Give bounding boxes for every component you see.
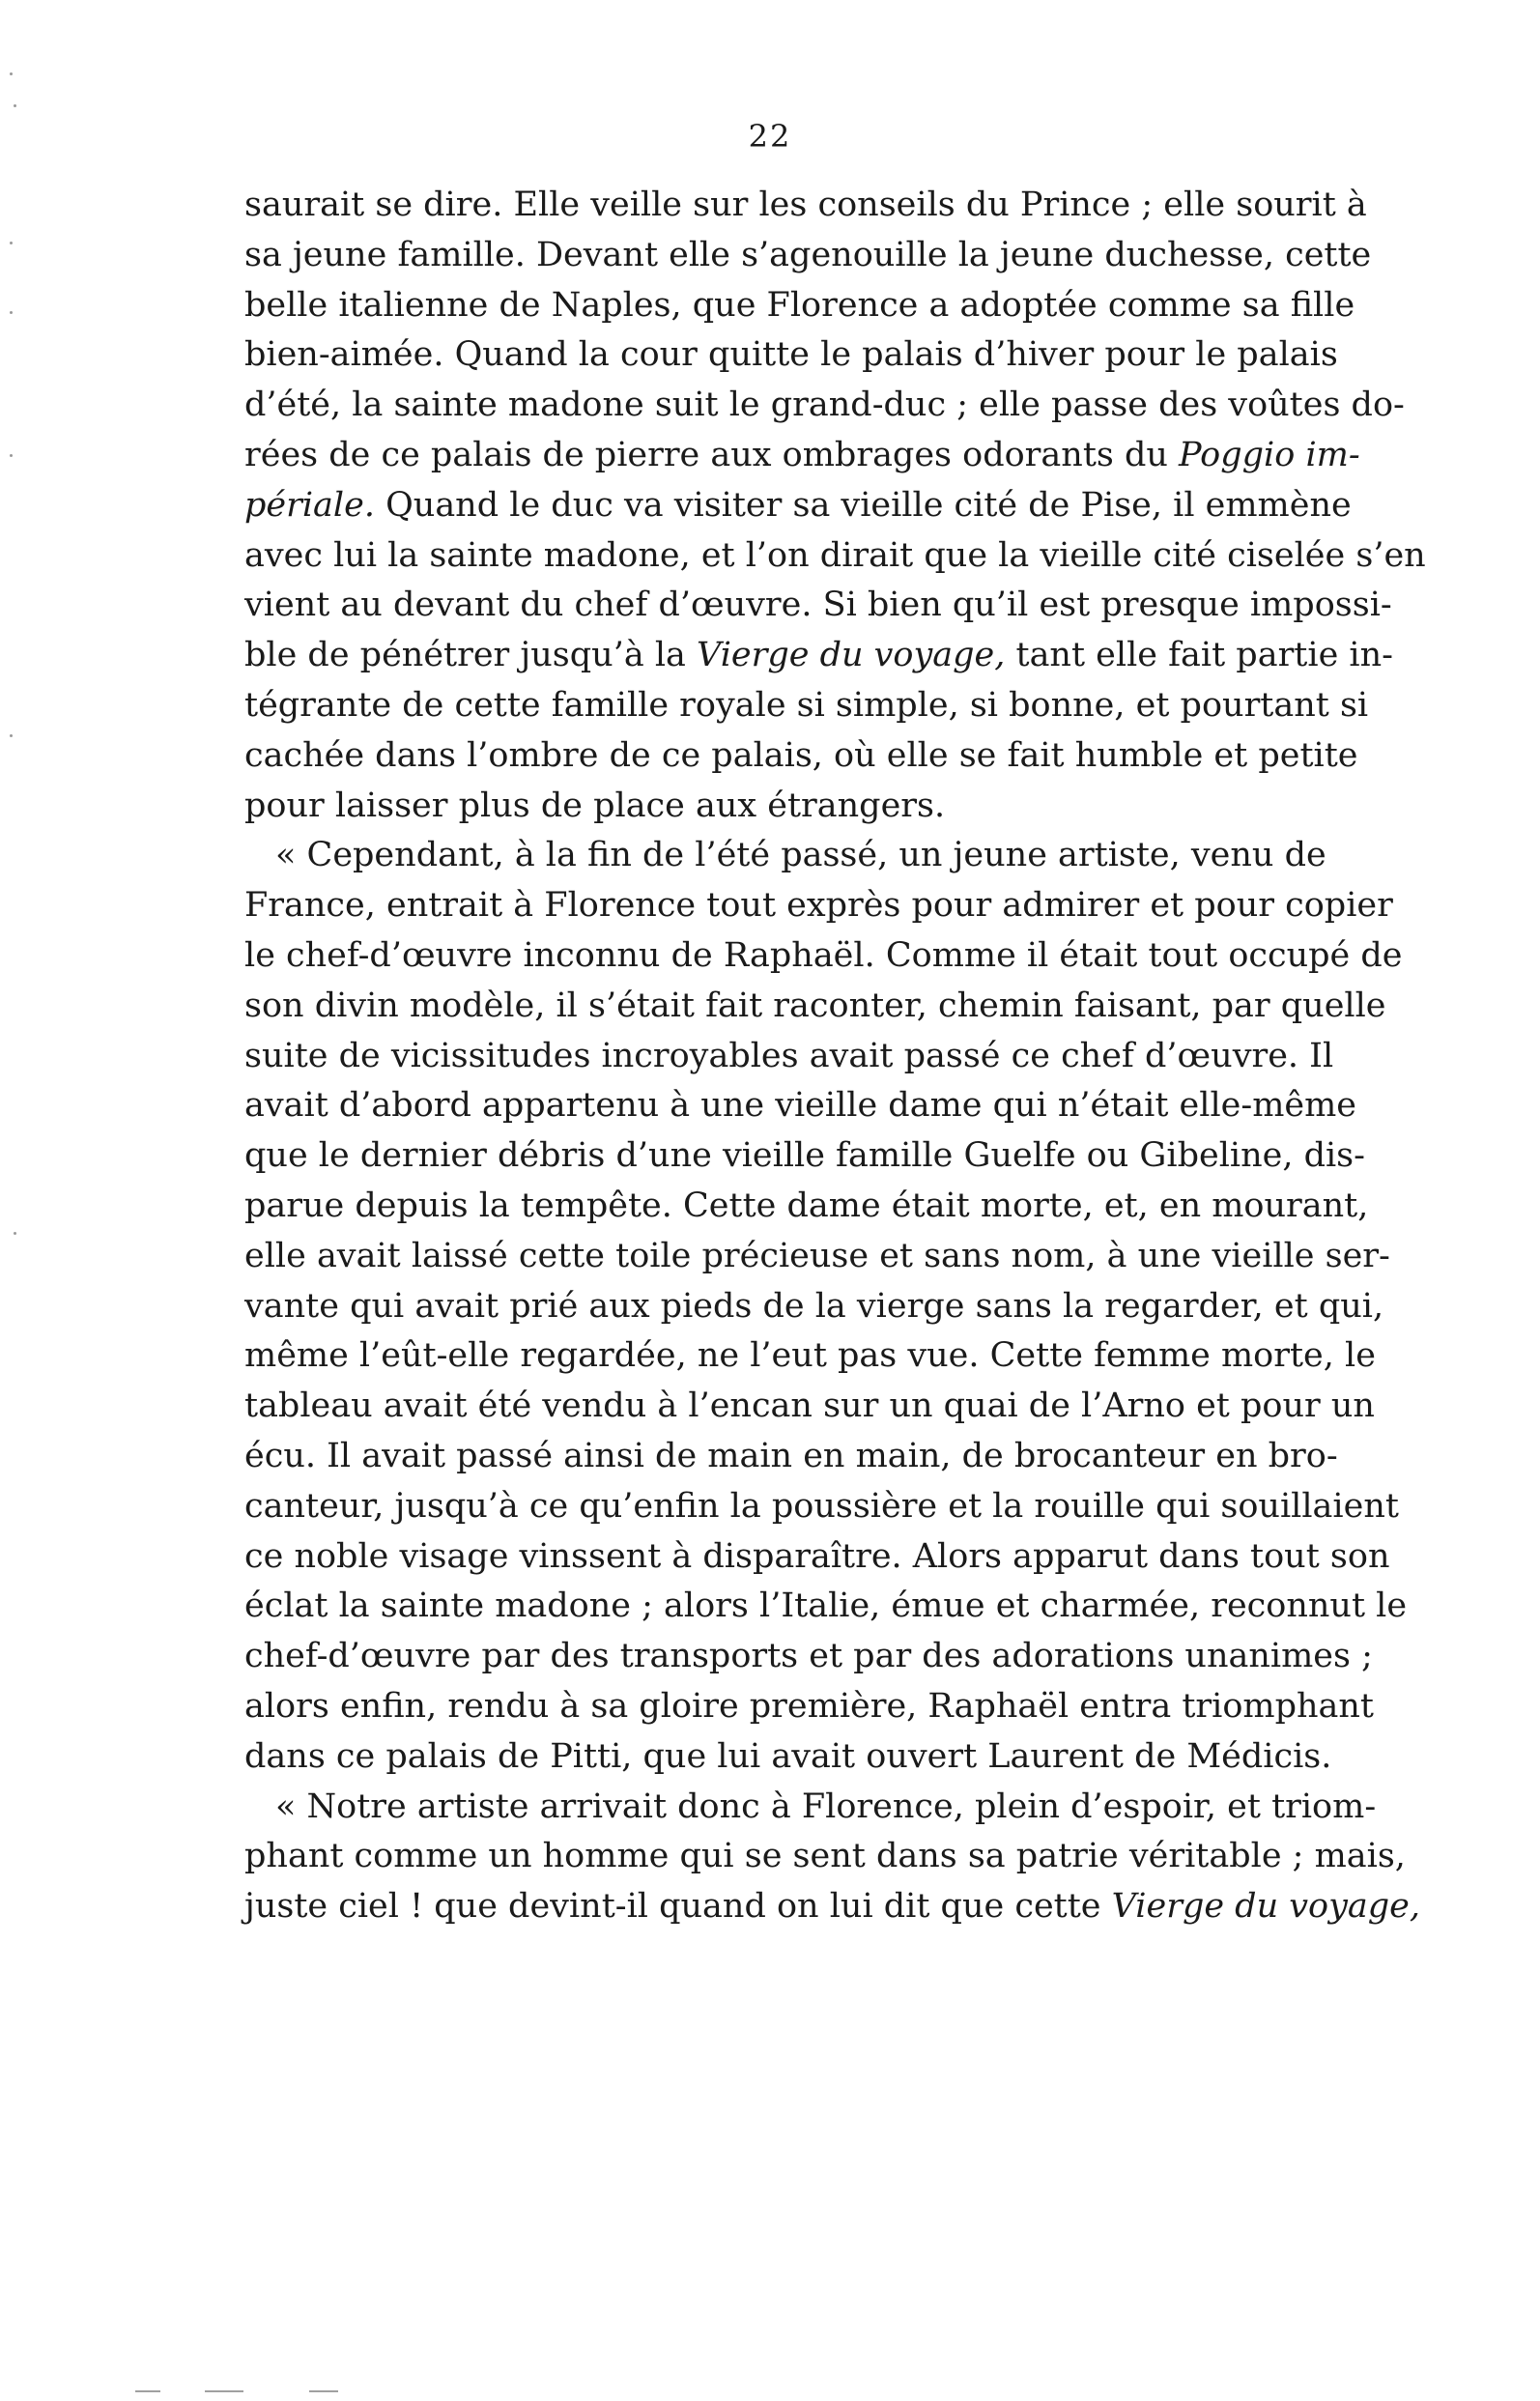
text-segment: dans ce palais de Pitti, que lui avait ouvert Laurent de Médicis. [244, 1736, 1332, 1776]
footer-smudge [135, 2390, 160, 2392]
text-segment: d’été, la sainte madone suit le grand-duc ; elle passe des voûtes do- [244, 386, 1405, 425]
text-segment: belle italienne de Naples, que Florence a adoptée comme sa fille [244, 285, 1355, 325]
text-segment: alors enfin, rendu à sa gloire première, Raphaël entra triomphant [244, 1687, 1374, 1726]
text-segment: que le dernier débris d’une vieille famille Guelfe ou Gibeline, dis- [244, 1136, 1365, 1176]
text-segment: avait d’abord appartenu à une vieille dame qui n’était elle-même [244, 1086, 1357, 1126]
text-line [244, 1731, 1332, 1782]
text-line [244, 1330, 1376, 1381]
text-segment: suite de vicissitudes incroyables avait passé ce chef d’œuvre. Il [244, 1036, 1334, 1075]
text-segment: rées de ce palais de pierre aux ombrages odorants du [244, 436, 1180, 474]
text-segment: bien-aimée. Quand la cour quitte le palais d’hiver pour le palais [244, 335, 1338, 375]
text-line [244, 530, 1426, 581]
text-line [244, 1881, 1420, 1931]
text-segment: elle avait laissé cette toile précieuse et sans nom, à une vieille ser- [244, 1236, 1390, 1275]
text-line [244, 680, 1369, 730]
italic-text: Vierge du voyage, [697, 636, 1006, 675]
margin-speck [14, 1232, 16, 1235]
text-segment: éclat la sainte madone ; alors l’Italie, émue et charmée, reconnut le [244, 1586, 1408, 1626]
text-line [244, 1431, 1338, 1481]
text-line [244, 180, 1367, 230]
text-line [244, 781, 1280, 831]
text-line [244, 1581, 1408, 1631]
text-line [244, 1631, 1373, 1681]
text-segment: saurait se dire. Elle veille sur les conseils du Prince ; elle sourit à [244, 186, 1367, 224]
text-line [244, 1681, 1374, 1731]
text-segment: avec lui la sainte madone, et l’on dirait que la vieille cité ciselée s’en [244, 535, 1426, 575]
text-line [244, 630, 1393, 680]
text-line [244, 1031, 1334, 1081]
italic-text: périale. [244, 485, 375, 525]
text-line [244, 1281, 1384, 1331]
margin-speck [10, 734, 13, 737]
text-segment: « Cependant, à la fin de l’été passé, un jeune artiste, venu de [275, 836, 1326, 875]
text-line [244, 230, 1372, 280]
italic-text: Poggio im- [1179, 436, 1360, 474]
page-number: 22 [748, 118, 792, 155]
text-segment: tégrante de cette famille royale si simple, si bonne, et pourtant si [244, 686, 1369, 725]
text-segment: vante qui avait prié aux pieds de la vierge sans la regarder, et qui, [244, 1286, 1384, 1326]
text-segment: le chef-d’œuvre inconnu de Raphaël. Comme il était tout occupé de [244, 936, 1403, 975]
text-line [244, 430, 1360, 480]
text-segment: « Notre artiste arrivait donc à Florence, plein d’espoir, et triom- [275, 1786, 1377, 1826]
text-segment: écu. Il avait passé ainsi de main en main, de brocanteur en bro- [244, 1437, 1338, 1475]
text-line [244, 380, 1405, 430]
text-line [244, 329, 1338, 380]
italic-text: Vierge du voyage, [1111, 1887, 1420, 1927]
text-segment: canteur, jusqu’à ce qu’enfin la poussière et la rouille qui souillaient [244, 1486, 1399, 1526]
text-segment: tant elle fait partie in- [1005, 636, 1393, 675]
footer-smudge [309, 2390, 338, 2392]
text-segment: juste ciel ! que devint-il quand on lui dit que cette [244, 1887, 1112, 1927]
text-line [275, 1782, 1377, 1832]
text-segment: vient au devant du chef d’œuvre. Si bien qu’il est presque impossi- [244, 586, 1392, 625]
text-line [244, 1231, 1390, 1281]
text-line [244, 1130, 1365, 1181]
text-line [244, 1831, 1406, 1881]
text-line [244, 1531, 1390, 1582]
text-line [275, 830, 1326, 880]
margin-speck [14, 104, 16, 107]
text-line [244, 880, 1393, 930]
text-line [244, 1481, 1399, 1531]
text-segment: tableau avait été vendu à l’encan sur un quai de l’Arno et pour un [244, 1386, 1375, 1426]
text-line [244, 1080, 1357, 1130]
margin-speck [10, 311, 13, 314]
text-segment: chef-d’œuvre par des transports et par des adorations unanimes ; [244, 1637, 1373, 1676]
text-segment: ce noble visage vinssent à disparaître. Alors apparut dans tout son [244, 1536, 1390, 1576]
text-line [244, 480, 1352, 530]
text-segment: pour laisser plus de place aux étrangers. [244, 786, 946, 825]
margin-speck [10, 72, 13, 75]
text-line [244, 1381, 1375, 1431]
text-segment: même l’eût-elle regardée, ne l’eut pas vue. Cette femme morte, le [244, 1336, 1376, 1376]
text-line [244, 730, 1358, 781]
text-segment: Quand le duc va visiter sa vieille cité de Pise, il emmène [374, 485, 1352, 525]
text-line [244, 981, 1386, 1031]
text-line [244, 930, 1403, 981]
text-segment: parue depuis la tempête. Cette dame était morte, et, en mourant, [244, 1186, 1369, 1225]
text-segment: phant comme un homme qui se sent dans sa patrie véritable ; mais, [244, 1837, 1406, 1876]
text-segment: cachée dans l’ombre de ce palais, où elle se fait humble et petite [244, 735, 1358, 775]
text-line [244, 280, 1355, 330]
text-line [244, 580, 1392, 630]
footer-smudge [205, 2390, 243, 2392]
text-segment: son divin modèle, il s’était fait raconter, chemin faisant, par quelle [244, 986, 1386, 1025]
text-segment: ble de pénétrer jusqu’à la [244, 636, 698, 675]
margin-speck [10, 242, 13, 244]
text-segment: France, entrait à Florence tout exprès pour admirer et pour copier [244, 886, 1393, 926]
text-line [244, 1181, 1369, 1231]
margin-speck [10, 454, 13, 457]
text-segment: sa jeune famille. Devant elle s’agenouille la jeune duchesse, cette [244, 235, 1372, 274]
